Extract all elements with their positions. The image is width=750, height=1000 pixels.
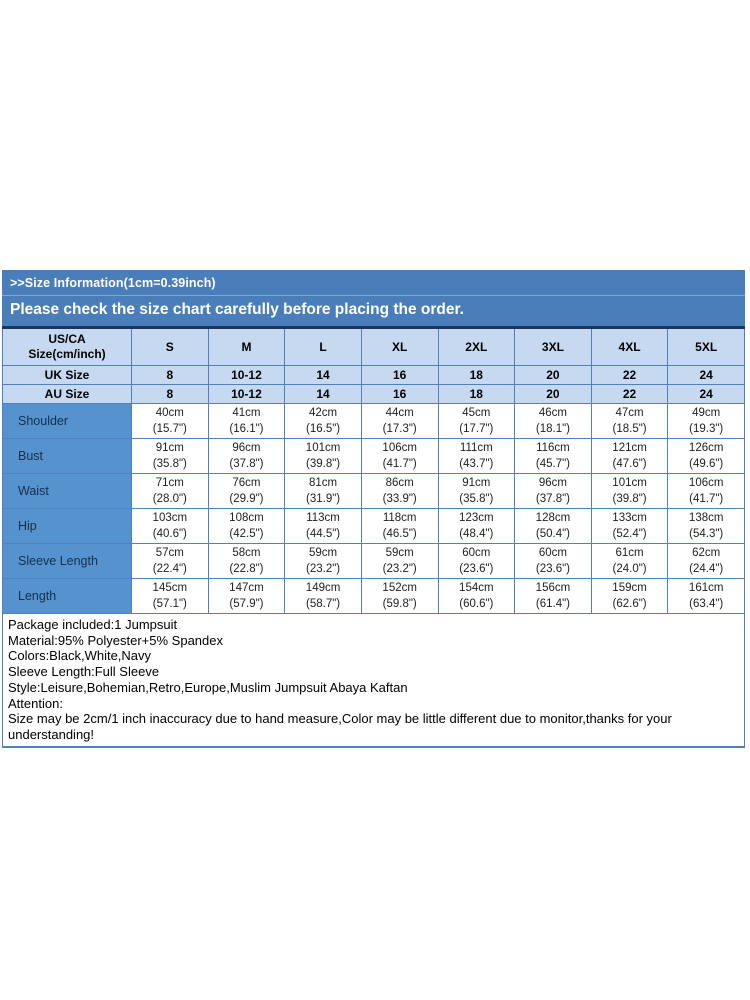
au-size-value: 18 <box>438 385 515 404</box>
measurement-cell <box>591 439 668 474</box>
cm-value: 81cm <box>309 477 338 489</box>
measurement-cell <box>208 544 285 579</box>
bust-label: Bust <box>3 439 132 474</box>
inch-value: (16.1") <box>229 423 264 435</box>
cm-value: 49cm <box>692 407 721 419</box>
banner-title: >>Size Information(1cm=0.39inch) <box>2 270 745 296</box>
cm-value: 126cm <box>688 442 724 454</box>
inch-value: (28.0") <box>152 493 187 505</box>
inch-value: (24.4") <box>689 563 724 575</box>
cm-value: 71cm <box>155 477 184 489</box>
size-header-s: S <box>132 328 209 366</box>
note-sleeve: Sleeve Length:Full Sleeve <box>8 664 160 680</box>
measurement-cell <box>515 474 592 509</box>
cm-value: 57cm <box>155 547 184 559</box>
measurement-cell <box>515 439 592 474</box>
cm-value: 108cm <box>229 512 264 524</box>
measurement-cell <box>132 439 209 474</box>
uk-size-row <box>3 366 745 385</box>
note-package: Package included:1 Jumpsuit <box>8 617 178 632</box>
measurement-cell <box>285 439 362 474</box>
au-size-value: 14 <box>285 385 362 404</box>
measurement-cell <box>591 474 668 509</box>
inch-value: (18.1") <box>535 423 570 435</box>
note-colors: Colors:Black,White,Navy <box>8 648 152 664</box>
measurement-cell <box>591 509 668 544</box>
inch-value: (19.3") <box>689 423 724 435</box>
inch-value: (57.9") <box>229 598 264 610</box>
uk-size-value: 8 <box>132 366 209 385</box>
cm-value: 96cm <box>538 477 567 489</box>
inch-value: (23.6") <box>459 563 494 575</box>
measurement-cell <box>208 439 285 474</box>
size-chart-table <box>2 326 745 614</box>
note-attention: Attention: <box>8 695 63 711</box>
size-header-xl: XL <box>361 328 438 366</box>
measurement-cell <box>285 544 362 579</box>
cm-value: 106cm <box>382 442 417 454</box>
shoulder-label: Shoulder <box>3 404 132 439</box>
measurement-cell <box>438 439 515 474</box>
corner-line2: Size(cm/inch) <box>28 347 106 361</box>
measurement-cell <box>591 579 668 614</box>
inch-value: (17.3") <box>382 423 417 435</box>
cm-value: 59cm <box>385 547 414 559</box>
inch-value: (40.6") <box>152 528 187 540</box>
cm-value: 147cm <box>229 582 264 594</box>
cm-value: 62cm <box>692 547 721 559</box>
measurement-cell <box>132 544 209 579</box>
cm-value: 44cm <box>385 407 414 419</box>
uk-size-value: 22 <box>591 366 668 385</box>
inch-value: (42.5") <box>229 528 264 540</box>
size-header-m: M <box>208 328 285 366</box>
measurement-cell <box>208 404 285 439</box>
cm-value: 59cm <box>309 547 338 559</box>
cm-value: 121cm <box>612 442 647 454</box>
uk-size-value: 10-12 <box>208 366 285 385</box>
cm-value: 96cm <box>232 442 261 454</box>
measurement-cell <box>361 544 438 579</box>
cm-value: 133cm <box>612 512 647 524</box>
inch-value: (49.6") <box>689 458 724 470</box>
inch-value: (62.6") <box>612 598 647 610</box>
measurement-cell <box>515 509 592 544</box>
measurement-cell <box>208 579 285 614</box>
inch-value: (45.7") <box>535 458 570 470</box>
inch-value: (22.8") <box>229 563 264 575</box>
inch-value: (63.4") <box>689 598 724 610</box>
cm-value: 101cm <box>305 442 341 454</box>
cm-value: 113cm <box>306 512 340 524</box>
shoulder-row <box>3 404 745 439</box>
inch-value: (59.8") <box>382 598 417 610</box>
cm-value: 103cm <box>152 512 188 524</box>
uk-size-value: 20 <box>515 366 592 385</box>
inch-value: (50.4") <box>535 528 570 540</box>
cm-value: 149cm <box>305 582 341 594</box>
au-size-value: 8 <box>132 385 209 404</box>
cm-value: 128cm <box>535 512 571 524</box>
inch-value: (57.1") <box>152 598 187 610</box>
inch-value: (48.4") <box>459 528 494 540</box>
measurement-cell <box>438 509 515 544</box>
waist-row <box>3 474 745 509</box>
measurement-cell <box>285 579 362 614</box>
inch-value: (16.5") <box>306 423 341 435</box>
cm-value: 58cm <box>232 547 261 559</box>
cm-value: 101cm <box>612 477 647 489</box>
inch-value: (23.2") <box>382 563 417 575</box>
sleeve-length-label: Sleeve Length <box>3 544 132 579</box>
inch-value: (52.4") <box>612 528 647 540</box>
note-disclaimer: Size may be 2cm/1 inch inaccuracy due to hand measure,Color may be little different due to monitor,thanks for your understanding! <box>8 711 672 742</box>
cm-value: 154cm <box>459 582 494 594</box>
corner-header-cell <box>3 328 132 366</box>
measurement-cell <box>285 404 362 439</box>
corner-line1: US/CA <box>48 332 86 346</box>
inch-value: (61.4") <box>535 598 570 610</box>
cm-value: 118cm <box>382 512 417 524</box>
inch-value: (54.3") <box>689 528 724 540</box>
cm-value: 60cm <box>462 547 491 559</box>
length-label: Length <box>3 579 132 614</box>
measurement-cell <box>132 509 209 544</box>
measurement-cell <box>438 404 515 439</box>
inch-value: (41.7") <box>382 458 417 470</box>
size-header-5xl: 5XL <box>668 328 745 366</box>
measurement-cell <box>515 404 592 439</box>
note-style: Style:Leisure,Bohemian,Retro,Europe,Muslim Jumpsuit Abaya Kaftan <box>8 679 408 695</box>
inch-value: (24.0") <box>612 563 647 575</box>
inch-value: (37.8") <box>535 493 570 505</box>
inch-value: (23.6") <box>535 563 570 575</box>
inch-value: (33.9") <box>382 493 417 505</box>
measurement-cell <box>515 544 592 579</box>
cm-value: 45cm <box>462 407 491 419</box>
measurement-cell <box>361 439 438 474</box>
banner-subtitle: Please check the size chart carefully before placing the order. <box>10 301 464 318</box>
measurement-cell <box>438 474 515 509</box>
note-material: Material:95% Polyester+5% Spandex <box>8 632 223 648</box>
inch-value: (47.6") <box>612 458 647 470</box>
measurement-cell <box>668 474 745 509</box>
cm-value: 46cm <box>538 407 567 419</box>
size-info-banner <box>2 270 745 326</box>
inch-value: (17.7") <box>459 423 494 435</box>
measurement-cell <box>361 404 438 439</box>
cm-value: 86cm <box>385 477 414 489</box>
cm-value: 161cm <box>688 582 724 594</box>
au-size-value: 16 <box>361 385 438 404</box>
waist-label: Waist <box>3 474 132 509</box>
cm-value: 123cm <box>459 512 494 524</box>
cm-value: 42cm <box>309 407 338 419</box>
cm-value: 145cm <box>152 582 188 594</box>
measurement-cell <box>361 474 438 509</box>
uk-size-label: UK Size <box>3 366 132 385</box>
size-header-l: L <box>285 328 362 366</box>
uk-size-value: 16 <box>361 366 438 385</box>
inch-value: (23.2") <box>306 563 341 575</box>
measurement-cell <box>438 544 515 579</box>
cm-value: 106cm <box>688 477 724 489</box>
au-size-value: 20 <box>515 385 592 404</box>
inch-value: (29.9") <box>229 493 264 505</box>
size-information-panel <box>2 270 745 748</box>
measurement-cell <box>285 509 362 544</box>
cm-value: 159cm <box>612 582 647 594</box>
uk-size-value: 18 <box>438 366 515 385</box>
measurement-cell <box>361 579 438 614</box>
measurement-cell <box>668 544 745 579</box>
inch-value: (22.4") <box>152 563 187 575</box>
inch-value: (44.5") <box>306 528 341 540</box>
measurement-cell <box>132 579 209 614</box>
hip-row <box>3 509 745 544</box>
sleeve-length-row <box>3 544 745 579</box>
measurement-cell <box>668 509 745 544</box>
inch-value: (58.7") <box>306 598 341 610</box>
cm-value: 116cm <box>536 442 570 454</box>
au-size-value: 24 <box>668 385 745 404</box>
cm-value: 111cm <box>459 442 493 454</box>
bust-row <box>3 439 745 474</box>
size-header-2xl: 2XL <box>438 328 515 366</box>
measurement-cell <box>668 439 745 474</box>
cm-value: 60cm <box>538 547 567 559</box>
measurement-cell <box>285 474 362 509</box>
inch-value: (31.9") <box>306 493 341 505</box>
inch-value: (15.7") <box>152 423 187 435</box>
length-row <box>3 579 745 614</box>
au-size-value: 10-12 <box>208 385 285 404</box>
cm-value: 47cm <box>615 407 644 419</box>
au-size-value: 22 <box>591 385 668 404</box>
size-header-4xl: 4XL <box>591 328 668 366</box>
measurement-cell <box>208 474 285 509</box>
cm-value: 76cm <box>232 477 261 489</box>
au-size-label: AU Size <box>3 385 132 404</box>
inch-value: (39.8") <box>612 493 647 505</box>
product-notes <box>2 614 745 748</box>
cm-value: 91cm <box>155 442 184 454</box>
measurement-cell <box>132 474 209 509</box>
measurement-cell <box>208 509 285 544</box>
measurement-cell <box>515 579 592 614</box>
inch-value: (46.5") <box>382 528 417 540</box>
inch-value: (35.8") <box>152 458 187 470</box>
measurement-cell <box>438 579 515 614</box>
measurement-cell <box>591 544 668 579</box>
size-header-row <box>3 328 745 366</box>
cm-value: 41cm <box>232 407 261 419</box>
uk-size-value: 24 <box>668 366 745 385</box>
uk-size-value: 14 <box>285 366 362 385</box>
cm-value: 40cm <box>155 407 184 419</box>
hip-label: Hip <box>3 509 132 544</box>
cm-value: 152cm <box>382 582 417 594</box>
cm-value: 156cm <box>535 582 571 594</box>
inch-value: (41.7") <box>689 493 724 505</box>
cm-value: 61cm <box>615 547 644 559</box>
inch-value: (35.8") <box>459 493 494 505</box>
inch-value: (37.8") <box>229 458 264 470</box>
measurement-cell <box>668 404 745 439</box>
inch-value: (60.6") <box>459 598 494 610</box>
inch-value: (43.7") <box>459 458 494 470</box>
measurement-cell <box>132 404 209 439</box>
measurement-cell <box>668 579 745 614</box>
inch-value: (18.5") <box>612 423 647 435</box>
measurement-cell <box>361 509 438 544</box>
size-header-3xl: 3XL <box>515 328 592 366</box>
cm-value: 91cm <box>462 477 491 489</box>
au-size-row <box>3 385 745 404</box>
measurement-cell <box>591 404 668 439</box>
inch-value: (39.8") <box>306 458 341 470</box>
cm-value: 138cm <box>688 512 724 524</box>
